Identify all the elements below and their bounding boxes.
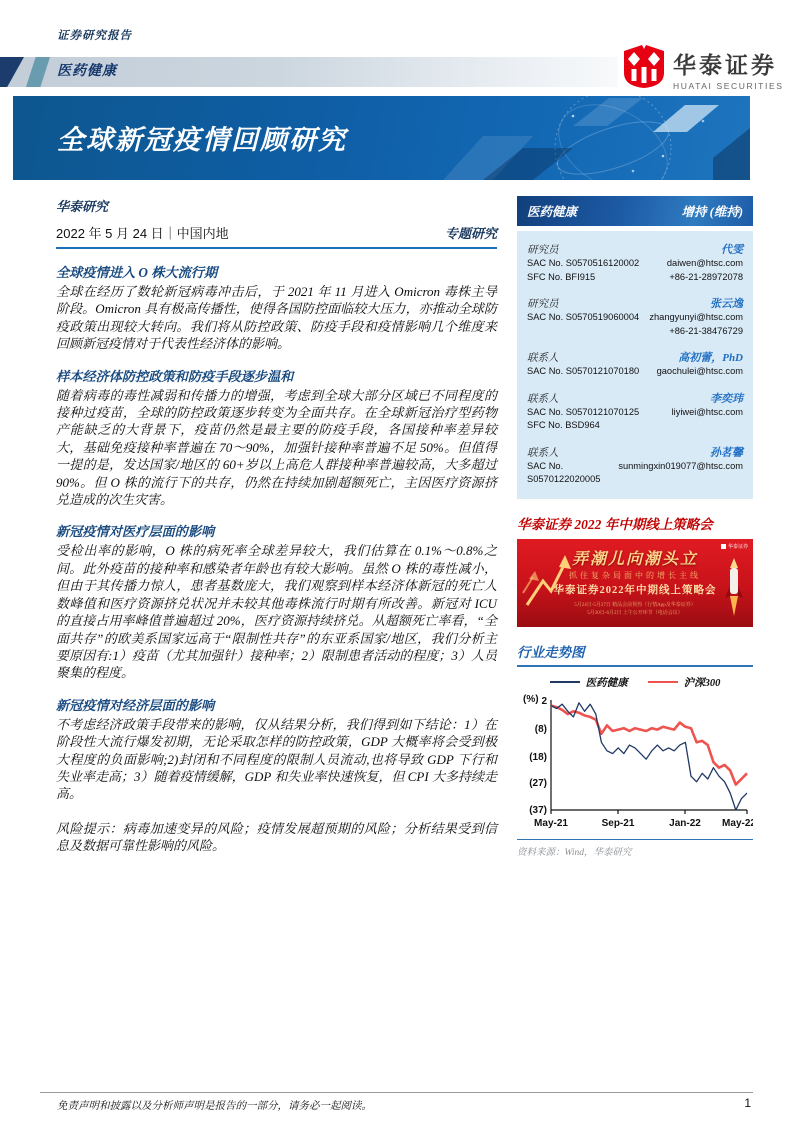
main-column	[56, 196, 497, 855]
page-title: 全球新冠疫情回顾研究	[57, 125, 347, 155]
conference-mini-logo: 华泰证券	[721, 543, 748, 550]
y-tick: (18)	[529, 751, 547, 763]
y-axis-unit: (%)	[523, 693, 539, 705]
section-body: 不考虑经济政策手段带来的影响，仅从结果分析，我们得到如下结论：1）在阶段性大流行爆发初期，无论采取怎样的防控政策，GDP 大概率将会受到极大程度的负面影响;2)封闭和不同程度的限制人员流动,也将导致 GDP 下行和失业率走高；3）随着疫情缓解，GDP 和失业率快速恢复，但 CPI 大多持续走高。	[56, 716, 497, 802]
conference-banner	[517, 539, 753, 627]
rating-value: 增持 (维持)	[681, 205, 743, 219]
conference-title: 华泰证券 2022 年中期线上策略会	[517, 516, 713, 532]
huatai-logo-icon	[622, 44, 666, 93]
chart-source: 资料来源：Wind，华泰研究	[517, 839, 753, 858]
analyst-role: 联系人	[527, 393, 559, 405]
conference-schedule-1: 5月24日-5月27日 精品会前预热（行情App及华泰证券）	[574, 602, 696, 608]
analyst-name: 代雯	[721, 244, 743, 256]
analyst-entry	[527, 444, 743, 487]
analyst-sac: SAC No. S0570121070180	[527, 366, 640, 376]
analyst-email: gaochulei@htsc.com	[656, 366, 743, 376]
title-banner	[13, 96, 750, 180]
y-tick: (27)	[529, 777, 547, 789]
date-row	[56, 223, 497, 249]
analyst-sac: SAC No. S0570121070125	[527, 406, 640, 417]
analyst-panel	[517, 231, 753, 499]
footer-disclaimer: 免责声明和披露以及分析师声明是报告的一部分，请务必一起阅读。	[57, 1101, 372, 1112]
analyst-email: liyiwei@htsc.com	[671, 406, 743, 417]
section-policy	[56, 366, 497, 509]
trend-chart-title: 行业走势图	[517, 641, 753, 667]
analyst-role: 研究员	[527, 299, 559, 310]
mini-logo-icon	[721, 544, 726, 549]
analyst-phone: +86-21-38476729	[669, 325, 743, 336]
analyst-sac: SAC No. S0570122020005	[527, 460, 601, 484]
csi300-line	[551, 705, 747, 784]
analyst-name: 孙茗馨	[710, 446, 743, 459]
x-tick: Jan-22	[669, 817, 701, 829]
section-heading: 新冠疫情对医疗层面的影响	[56, 524, 215, 540]
analyst-email: daiwen@htsc.com	[666, 258, 743, 268]
risk-warning: 风险提示：病毒加速变异的风险；疫情发展超预期的风险；分析结果受到信息及数据可靠性影响的风险。	[56, 820, 497, 854]
section-heading: 样本经济体防控政策和防疫手段逐步温和	[56, 368, 294, 384]
x-tick: May-22	[722, 817, 753, 829]
logo-en-text: HUATAI SECURITIES	[673, 80, 784, 91]
analyst-name: 张云逸	[710, 298, 743, 310]
x-tick: May-21	[534, 817, 568, 829]
conference-subtitle: 抓住复杂局面中的增长主线	[569, 570, 701, 580]
analyst-sac: SAC No. S0570519060004	[527, 312, 640, 322]
huatai-research-label: 华泰研究	[56, 199, 109, 214]
analyst-sfc: SFC No. BFI915	[527, 271, 596, 282]
section-pandemic-phase	[56, 262, 497, 353]
legend-line-csi300	[648, 681, 678, 684]
analyst-role: 联系人	[527, 353, 559, 364]
analyst-name: 高初蕾，PhD	[678, 352, 743, 364]
y-tick: (8)	[534, 723, 547, 735]
analyst-sfc: SFC No. BSD964	[527, 420, 600, 430]
conference-schedule-2: 5月30日-6月2日 上午公开环节（电话会议）	[587, 610, 683, 616]
analyst-role: 联系人	[527, 447, 559, 459]
trend-chart	[517, 692, 753, 835]
analyst-email: sunmingxin019077@htsc.com	[618, 460, 743, 471]
chart-legend	[517, 675, 753, 690]
section-body: 全球在经历了数轮新冠病毒冲击后，于 2021 年 11 月进入 Omicron 毒株主导阶段。Omicron 具有极高传播性，使得各国防控面临较大压力，亦推动全球防疫政策出现较大转向。我们将从防控政策、防疫手段和疫情影响几个维度来回顾新冠疫情对于代表性经济体的影响。	[56, 284, 497, 352]
legend-item-csi300: 沪深300	[648, 675, 721, 690]
analyst-phone: +86-21-28972078	[669, 271, 743, 282]
conference-event-name: 华泰证券2022年中期线上策略会	[553, 584, 717, 596]
analyst-sac: SAC No. S0570516120002	[527, 258, 640, 268]
industry-label: 医药健康	[57, 64, 117, 79]
x-tick: Sep-21	[601, 817, 635, 829]
analyst-entry	[527, 295, 743, 338]
page-number: 1	[744, 1096, 751, 1110]
section-heading: 新冠疫情对经济层面的影响	[56, 697, 215, 713]
analyst-email: zhangyunyi@htsc.com	[649, 312, 743, 322]
pharma-line	[551, 702, 747, 809]
section-medical-impact	[56, 521, 497, 681]
report-type-label: 证券研究报告	[57, 30, 132, 42]
section-heading: 全球疫情进入 O 株大流行期	[56, 265, 218, 280]
report-date: 2022 年 5 月 24 日｜中国内地	[56, 226, 229, 241]
legend-line-pharma	[550, 681, 580, 682]
conference-headline: 弄潮儿向潮头立	[571, 550, 698, 568]
analyst-role: 研究员	[527, 245, 559, 256]
analyst-entry	[527, 241, 743, 284]
legend-item-pharma: 医药健康	[550, 675, 628, 690]
section-economic-impact	[56, 695, 497, 803]
footer-divider	[40, 1092, 753, 1093]
y-tick: (37)	[529, 804, 547, 816]
section-body: 受检出率的影响，O 株的病死率全球差异较大，我们估算在 0.1%～0.8%之间。此外疫苗的接种率和感染者年龄也有较大影响。虽然 O 株的毒性减小，但由于其传播力惊人，患者基数庞大，我们观察到样本经济体新冠的死亡人数峰值和医疗资源挤兑状况并未较其他毒株流行时期有所改善。新冠对 ICU 的直接占用率峰值普遍超过 20%，医疗资源持续挤兑。从超额死亡率看，“全面共存”的欧美系国家远高于“限制性共存”的东亚系国家/地区，我们分析主要原因有:1）疫苗（尤其加强针）接种率；2）限制患者活动的程度；3）人员聚集的程度。	[56, 543, 497, 681]
rocket-icon	[725, 558, 743, 621]
doc-type-label: 专题研究	[444, 226, 497, 241]
analyst-name: 李奕玮	[710, 392, 743, 405]
section-body: 随着病毒的毒性减弱和传播力的增强，考虑到全球大部分区域已不同程度的接种过疫苗，全球的防控政策逐步转变为全面共存。在全球新冠治疗型药物产能缺乏的大背景下，疫苗仍然是最主要的防疫手段，各国接种率差异较大，基础免疫接种率普遍在 70～90%，加强针接种率普遍不足 50%。但值得一提的是，发达国家/地区的 60+岁以上高危人群接种率普遍较高，大多超过 90%。但 O 株的流行下的共存，仍然在持续加剧超额死亡，主因医疗资源挤兑造成的次生灾害。	[56, 387, 497, 508]
huatai-logo	[618, 42, 787, 95]
analyst-entry	[527, 349, 743, 379]
rating-industry: 医药健康	[527, 205, 578, 219]
rating-band	[517, 196, 753, 226]
analyst-entry	[527, 390, 743, 433]
y-tick: 2	[541, 695, 547, 707]
logo-cn-text: 华泰证券	[673, 51, 777, 78]
sidebar	[517, 196, 753, 858]
